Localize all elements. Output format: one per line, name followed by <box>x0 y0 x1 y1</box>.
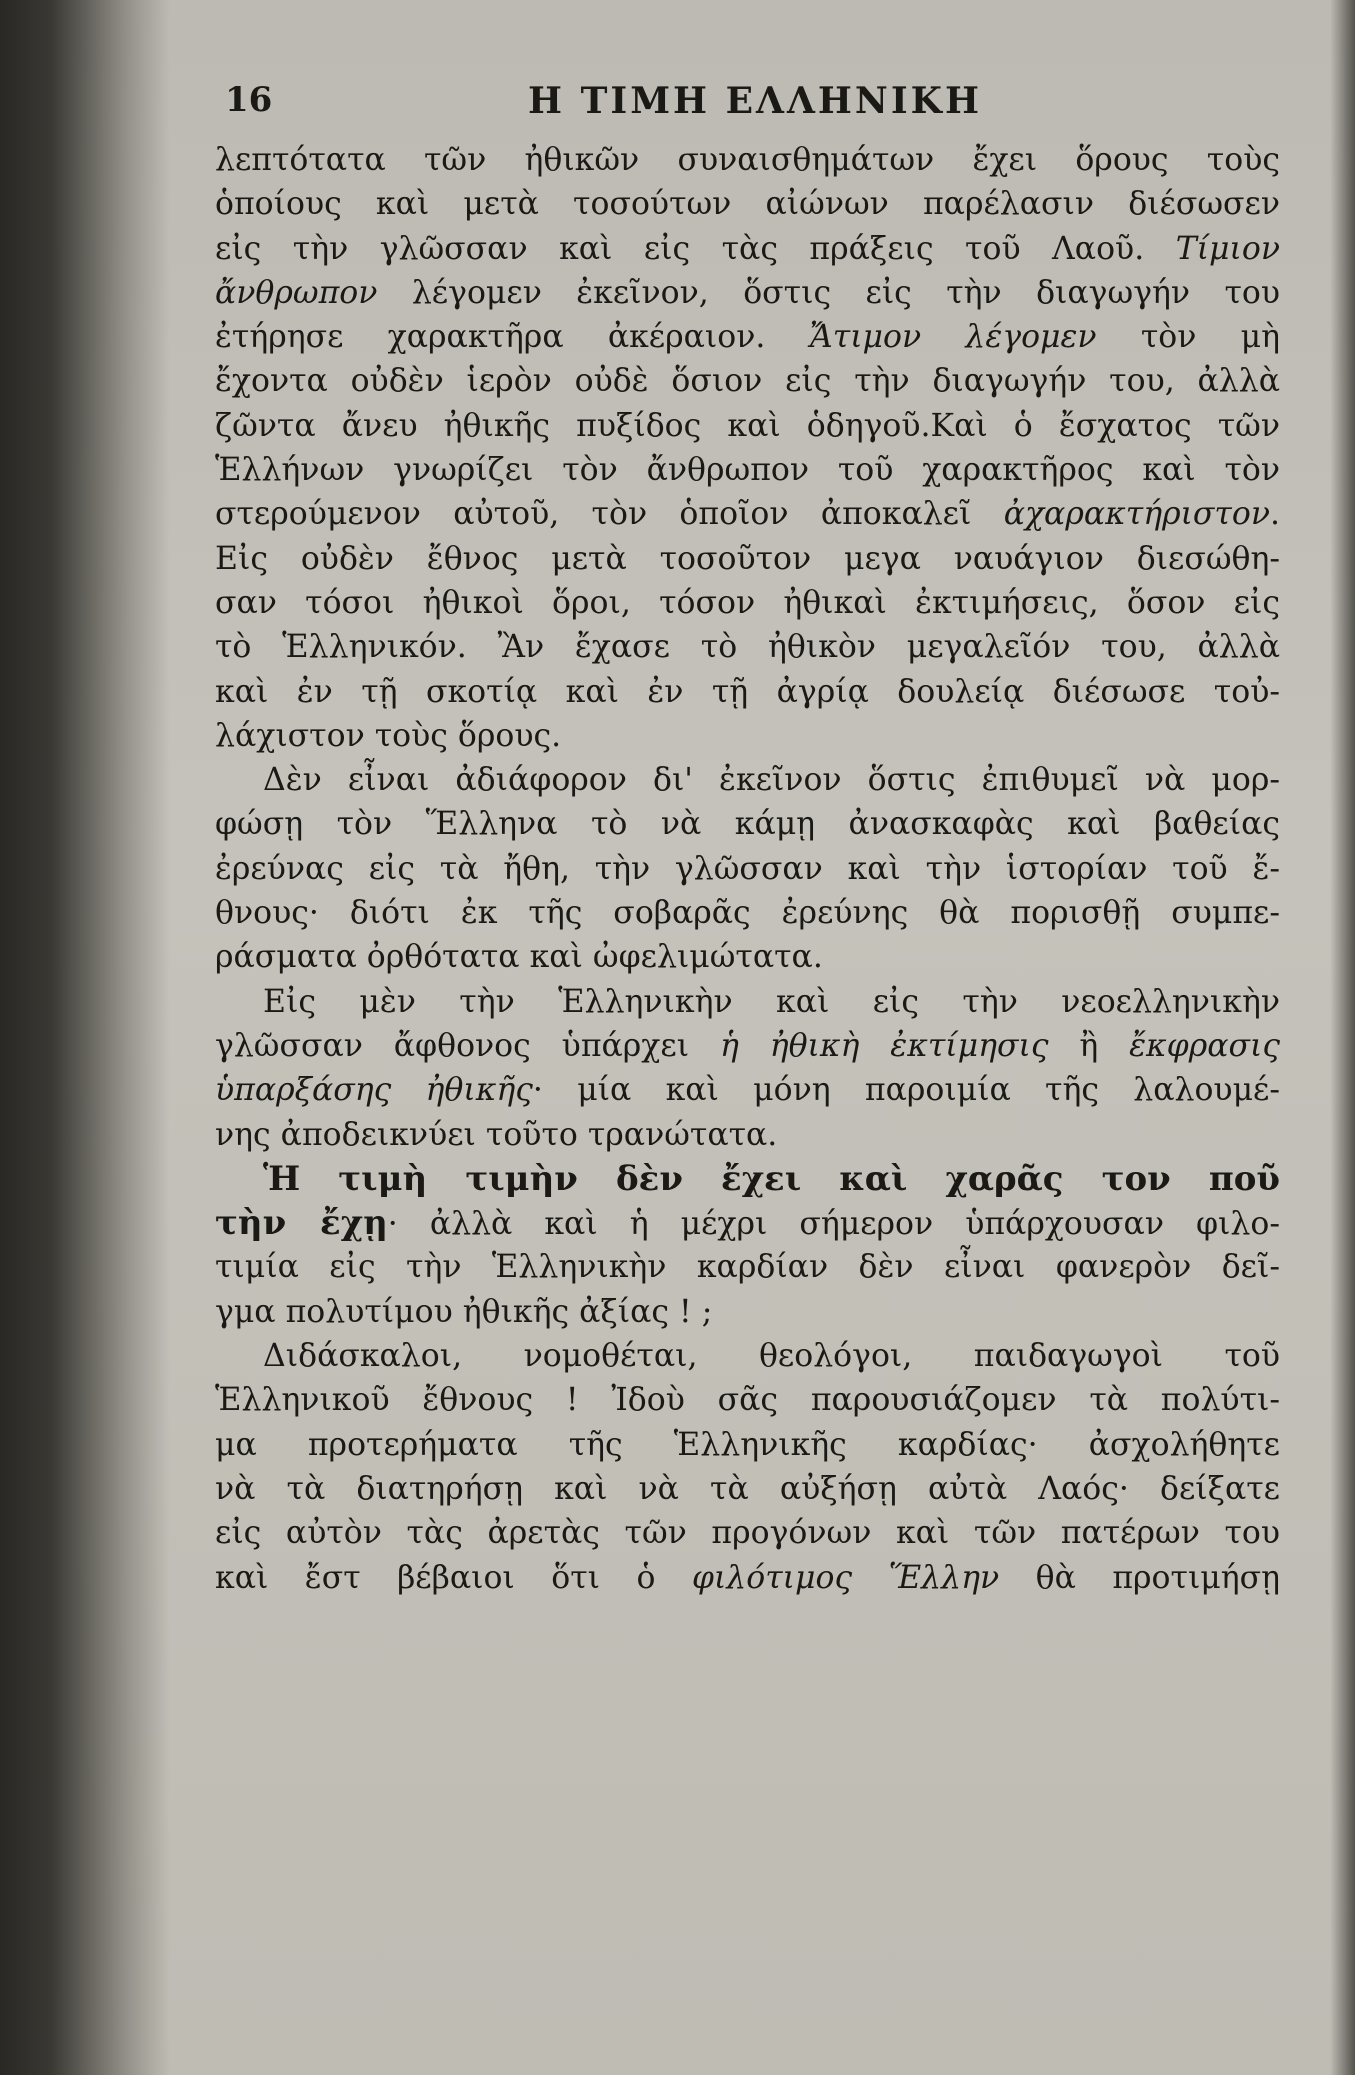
text-span-text: λεπτότατα τῶν ἠθικῶν συναισθημάτων ἔχει ὅρους τοὺς <box>215 142 1280 178</box>
text-span-text: νης ἀποδεικνύει τοῦτο τρανώτατα. <box>215 1116 778 1153</box>
text-span-text: λάχιστον τοὺς ὅρους. <box>215 717 562 754</box>
text-line <box>215 359 1280 403</box>
body-text <box>215 138 1280 1600</box>
text-line <box>215 182 1280 226</box>
text-span-post: λέγομεν ἐκεῖνον, ὅστις εἰς τὴν διαγωγήν του <box>377 274 1280 311</box>
text-span-post: · μία καὶ μόνη παροιμία τῆς λαλουμέ- <box>532 1072 1281 1109</box>
text-span-text: ἔχοντα οὐδὲν ἱερὸν οὐδὲ ὅσιον εἰς τὴν διαγωγήν του, ἀλλὰ <box>215 363 1280 400</box>
page-number: 16 <box>225 80 273 120</box>
text-span-text: τὸ Ἑλληνικόν. Ἂν ἔχασε τὸ ἠθικὸν μεγαλεῖόν του, ἀλλὰ <box>215 629 1280 666</box>
text-line <box>215 404 1280 448</box>
text-span-text: ὁποίους καὶ μετὰ τοσούτων αἰώνων παρέλασιν διέσωσεν <box>215 186 1280 223</box>
text-line <box>215 1245 1280 1289</box>
text-span-italic: ἄνθρωπον <box>215 274 378 311</box>
text-span-post: θὰ προτιμήσῃ <box>999 1559 1281 1596</box>
text-span-post: . <box>1269 496 1280 533</box>
text-line <box>215 1556 1280 1600</box>
text-span-text: εἰς αὐτὸν τὰς ἀρετὰς τῶν προγόνων καὶ τῶν πατέρων του <box>215 1515 1280 1552</box>
text-line <box>215 1157 1280 1201</box>
text-span-italic2: ἔκφρασις <box>1129 1027 1280 1064</box>
text-line <box>215 537 1280 581</box>
running-title: Η ΤΙΜΗ ΕΛΛΗΝΙΚΗ <box>528 80 982 122</box>
text-span-pre: ἐτήρησε χαρακτῆρα ἀκέραιον. <box>215 319 810 356</box>
text-span-post: · ἀλλὰ καὶ ἡ μέχρι σήμερον ὑπάρχουσαν φιλο- <box>387 1206 1280 1243</box>
text-span-text: γμα πολυτίμου ἠθικῆς ἀξίας ! ; <box>215 1293 713 1330</box>
text-line <box>215 448 1280 492</box>
text-line <box>215 1113 1280 1157</box>
text-span-pre: στερούμενον αὐτοῦ, τὸν ὁποῖον ἀποκαλεῖ <box>215 496 1004 533</box>
text-span-text: ζῶντα ἄνευ ἠθικῆς πυξίδος καὶ ὁδηγοῦ.Καὶ ὁ ἔσχατος τῶν <box>215 407 1280 444</box>
text-span-italic: ἀχαρακτήριστον <box>1003 496 1270 533</box>
text-line <box>215 758 1280 802</box>
text-span-text: Εἰς μὲν τὴν Ἑλληνικὴν καὶ εἰς τὴν νεοελληνικὴν <box>263 983 1280 1020</box>
text-line <box>215 714 1280 758</box>
text-span-italic: ὑπαρξάσης ἠθικῆς <box>215 1072 533 1109</box>
page-header <box>215 80 1295 132</box>
text-span-pre: γλῶσσαν ἄφθονος ὑπάρχει <box>215 1027 720 1064</box>
text-span-text: Ἑλλήνων γνωρίζει τὸν ἄνθρωπον τοῦ χαρακτῆρος καὶ τὸν <box>215 452 1280 489</box>
text-span-text: νὰ τὰ διατηρήσῃ καὶ νὰ τὰ αὐξήσῃ αὐτὰ Λαός· δείξατε <box>215 1470 1280 1507</box>
text-line <box>215 847 1280 891</box>
text-line <box>215 1378 1280 1422</box>
text-line <box>215 1068 1280 1112</box>
text-span-text: θνους· διότι ἐκ τῆς σοβαρᾶς ἐρεύνης θὰ πορισθῇ συμπε- <box>215 895 1280 932</box>
text-span-text: καὶ ἐν τῇ σκοτίᾳ καὶ ἐν τῇ ἀγρίᾳ δουλείᾳ διέσωσε τοὐ- <box>215 673 1280 710</box>
text-line <box>215 935 1280 979</box>
text-span-pre: εἰς τὴν γλῶσσαν καὶ εἰς τὰς πράξεις τοῦ Λαοῦ. <box>215 230 1176 267</box>
text-line <box>215 227 1280 271</box>
text-span-text: ἐρεύνας εἰς τὰ ἤθη, τὴν γλῶσσαν καὶ τὴν ἱστορίαν τοῦ ἔ- <box>215 850 1280 887</box>
text-line <box>215 1024 1280 1068</box>
text-line <box>215 891 1280 935</box>
text-span-text: τιμία εἰς τὴν Ἑλληνικὴν καρδίαν δὲν εἶναι φανερὸν δεῖ- <box>215 1249 1280 1286</box>
text-span-text: σαν τόσοι ἠθικοὶ ὅροι, τόσον ἠθικαὶ ἐκτιμήσεις, ὅσον εἰς <box>215 584 1280 621</box>
text-line <box>215 980 1280 1024</box>
text-line <box>215 1334 1280 1378</box>
text-line <box>215 1201 1280 1245</box>
text-span-italic: φιλότιμος Ἕλλην <box>691 1559 1000 1596</box>
text-line <box>215 625 1280 669</box>
text-line <box>215 492 1280 536</box>
text-line <box>215 802 1280 846</box>
text-span-italic: ἡ ἠθικὴ ἐκτίμησις <box>719 1027 1049 1064</box>
text-span-text: Ἑλληνικοῦ ἔθνους ! Ἰδοὺ σᾶς παρουσιάζομεν τὰ πολύτι- <box>215 1382 1280 1419</box>
text-span-pre: καὶ ἔστ βέβαιοι ὅτι ὁ <box>215 1559 692 1596</box>
text-line <box>215 271 1280 315</box>
text-span-text: μα προτερήματα τῆς Ἑλληνικῆς καρδίας· ἀσχολήθητε <box>215 1426 1280 1463</box>
text-span-text: φώσῃ τὸν Ἕλληνα τὸ νὰ κάμῃ ἀνασκαφὰς καὶ βαθείας <box>215 806 1280 843</box>
text-span-italic: Τίμιον <box>1175 230 1280 267</box>
text-span-bold: τὴν ἔχῃ <box>215 1203 388 1244</box>
text-line <box>215 138 1280 182</box>
text-span-text: Διδάσκαλοι, νομοθέται, θεολόγοι, παιδαγωγοὶ τοῦ <box>263 1338 1280 1375</box>
text-line <box>215 1423 1280 1467</box>
text-line <box>215 670 1280 714</box>
text-span-post: ἢ <box>1048 1027 1130 1064</box>
text-span-text: Εἰς οὐδὲν ἔθνος μετὰ τοσοῦτον μεγα ναυάγιον διεσώθη- <box>215 540 1280 577</box>
text-line <box>215 1467 1280 1511</box>
text-span-bold: Ἡ τιμὴ τιμὴν δὲν ἔχει καὶ χαρᾶς τον ποῦ <box>263 1158 1280 1199</box>
text-span-text: Δὲν εἶναι ἀδιάφορον δι' ἐκεῖνον ὅστις ἐπιθυμεῖ νὰ μορ- <box>263 762 1280 799</box>
text-span-italic: Ἄτιμον λέγομεν <box>809 319 1097 356</box>
text-line <box>215 315 1280 359</box>
text-line <box>215 1511 1280 1555</box>
text-line <box>215 581 1280 625</box>
text-span-post: τὸν μὴ <box>1096 319 1280 356</box>
text-line <box>215 1290 1280 1334</box>
text-span-text: ράσματα ὀρθότατα καὶ ὠφελιμώτατα. <box>215 939 823 976</box>
